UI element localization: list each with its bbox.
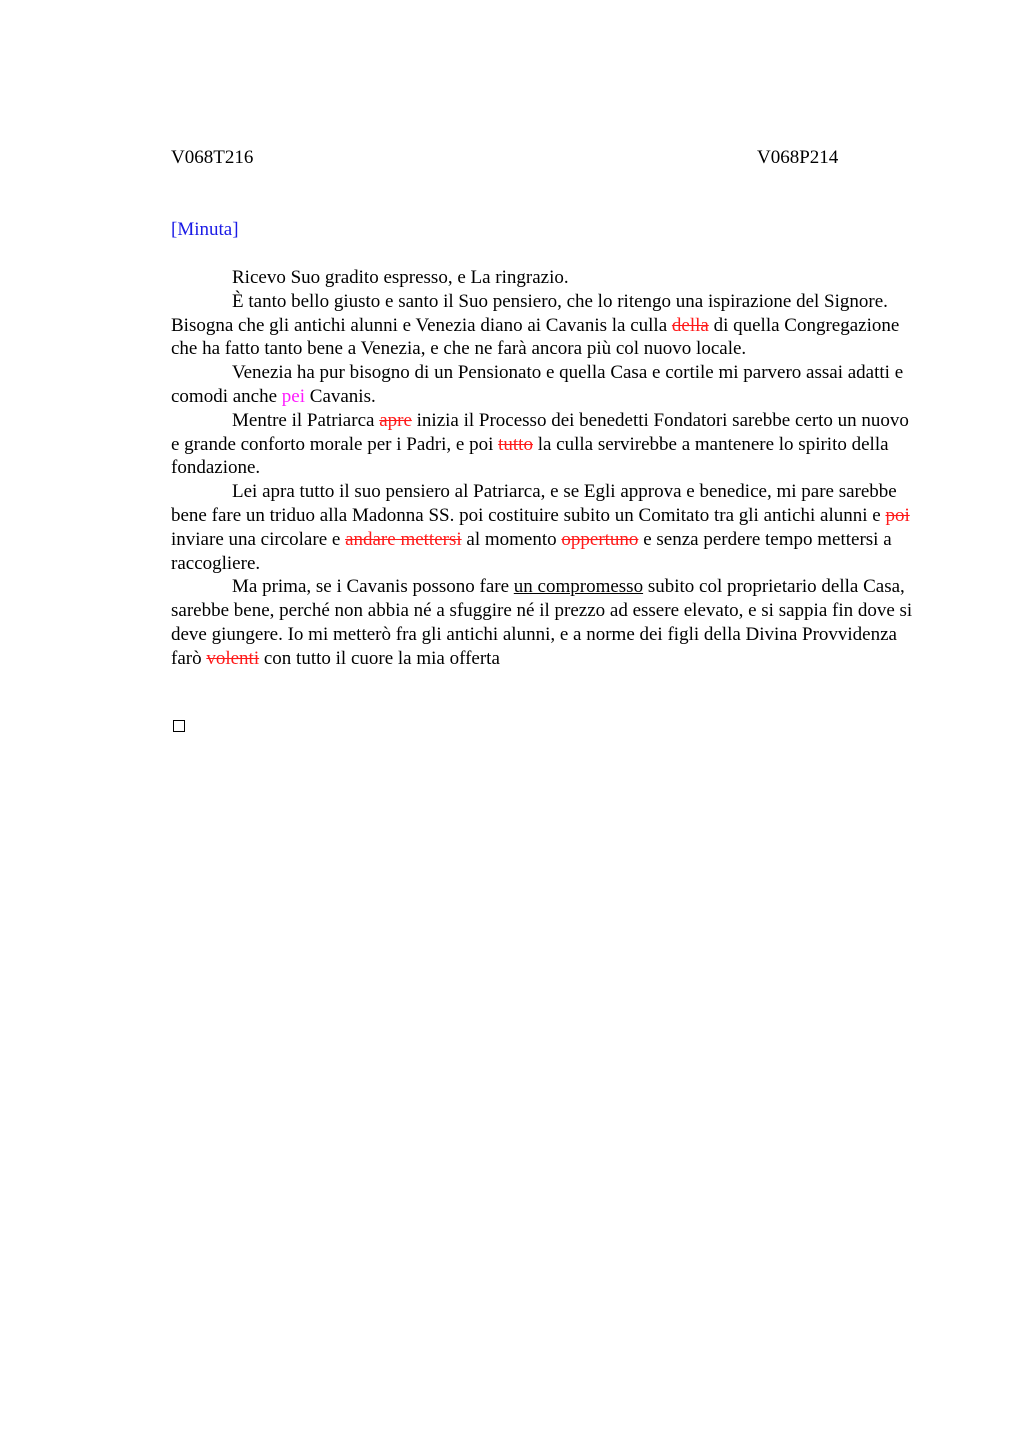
- text-segment: e senza perdere tempo mettersi a raccogliere.: [171, 528, 892, 574]
- deleted-word: oppertuno: [561, 528, 639, 550]
- text-segment: di quella Congregazione che ha fatto tanto bene a Venezia, e che ne farà ancora più col nuovo locale.: [171, 314, 900, 360]
- inserted-word: pei: [281, 385, 306, 407]
- paragraph-5: [171, 480, 916, 575]
- paragraph-2: [171, 290, 916, 361]
- text-segment: subito col proprietario della Casa, sarebbe bene, perché non abbia né a sfuggire né il prezzo ad essere elevato, e si sappia fin dove si deve giungere. Io mi metterò fra gli antichi alunni, e a norme dei figli della Divina Provvidenza farò: [171, 576, 913, 669]
- deleted-word: volenti: [206, 647, 260, 669]
- draft-label: [Minuta]: [171, 219, 239, 240]
- text-segment: inizia il Processo dei benedetti Fondatori sarebbe certo un nuovo e grande conforto morale per i Padri, e poi: [171, 409, 909, 455]
- paragraph-1: [171, 266, 916, 290]
- paragraph-4: [171, 409, 916, 480]
- deleted-word: apre: [379, 409, 412, 431]
- text-segment: la culla servirebbe a mantenere lo spirito della fondazione.: [171, 433, 889, 479]
- deleted-word: tutto: [498, 433, 533, 455]
- text-segment: Lei apra tutto il suo pensiero al Patriarca, e se Egli approva e benedice, mi pare sarebbe bene fare un triduo alla Madonna SS. poi costituire subito un Comitato tra gli antichi alunni e: [171, 481, 897, 526]
- text-segment: Ricevo Suo gradito espresso, e La ringrazio.: [232, 267, 569, 288]
- text-segment: Cavanis.: [305, 385, 376, 407]
- document-code-right: V068P214: [757, 147, 839, 168]
- letter-body: [171, 266, 916, 671]
- paragraph-3: [171, 361, 916, 409]
- paragraph-6: [171, 575, 916, 670]
- text-segment: Ma prima, se i Cavanis possono fare: [232, 576, 514, 598]
- underlined-phrase: un compromesso: [513, 576, 644, 598]
- deleted-word: andare mettersi: [345, 528, 462, 550]
- deleted-word: della: [671, 314, 709, 336]
- deleted-word: poi: [885, 504, 910, 526]
- text-segment: Venezia ha pur bisogno di un Pensionato e quella Casa e cortile mi parvero assai adatti e comodi anche: [171, 362, 904, 407]
- end-marker-square: [173, 720, 185, 732]
- text-segment: È tanto bello giusto e santo il Suo pensiero, che lo ritengo una ispirazione del Signore. Bisogna che gli antichi alunni e Venezia diano ai Cavanis la culla: [171, 290, 888, 336]
- text-segment: al momento: [461, 528, 562, 550]
- text-segment: con tutto il cuore la mia offerta: [259, 647, 500, 669]
- document-code-left: V068T216: [171, 147, 254, 168]
- text-segment: Mentre il Patriarca: [232, 409, 380, 431]
- text-segment: inviare una circolare e: [171, 528, 346, 550]
